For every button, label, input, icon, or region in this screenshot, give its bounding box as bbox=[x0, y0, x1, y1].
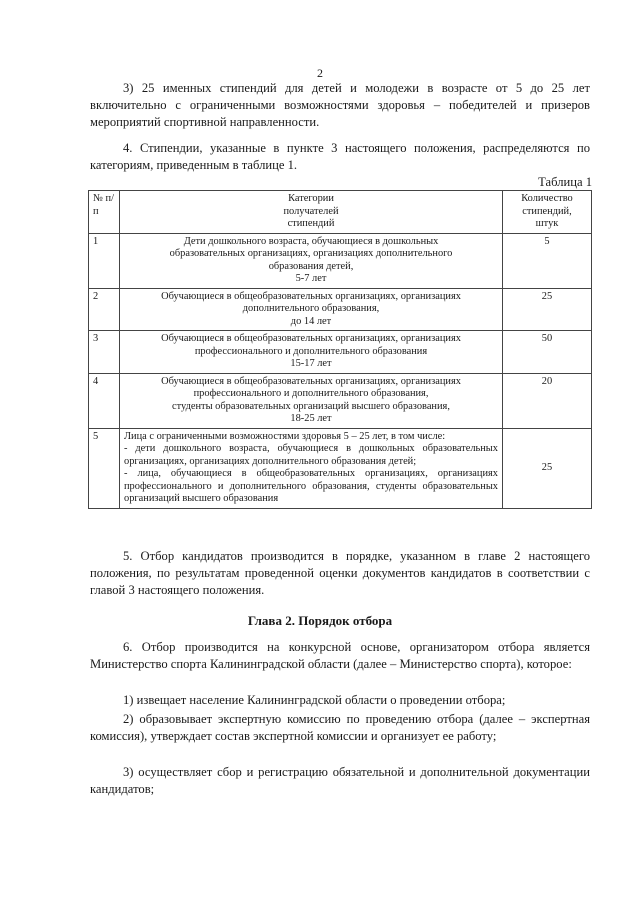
paragraph-3: 3) 25 именных стипендий для детей и молодежи в возрасте от 5 до 25 лет включительно с ограниченными возможностями здоровья – победителей и призеров мероприятий спортивной направленности. bbox=[90, 81, 590, 129]
table-row: 1 Дети дошкольного возраста, обучающиеся в дошкольных образовательных организациях, организациях дополнительного образования детей, 5-7 лет 5 bbox=[89, 233, 592, 288]
item-2: 2) образовывает экспертную комиссию по проведению отбора (далее – экспертная комиссия), утверждает состав экспертной комиссии и организует ее работу; bbox=[90, 712, 590, 743]
table-row: 4 Обучающиеся в общеобразовательных организациях, организациях профессионального и дополнительного образования, студенты образовательных организаций высшего образования, 18-25 лет 20 bbox=[89, 373, 592, 428]
stipend-table bbox=[88, 190, 592, 509]
paragraph-4: 4. Стипендии, указанные в пункте 3 настоящего положения, распределяются по категориям, приведенным в таблице 1. bbox=[90, 141, 590, 172]
table-row: 2 Обучающиеся в общеобразовательных организациях, организациях дополнительного образования, до 14 лет 25 bbox=[89, 288, 592, 331]
item-1: 1) извещает население Калининградской области о проведении отбора; bbox=[123, 693, 506, 707]
header-num: № п/п bbox=[89, 191, 120, 234]
table-caption: Таблица 1 bbox=[538, 175, 592, 189]
chapter-heading: Глава 2. Порядок отбора bbox=[247, 613, 393, 628]
table-row: 5 Лица с ограниченными возможностями здоровья 5 – 25 лет, в том числе: - дети дошкольного возраста, обучающиеся в дошкольных образовательных организациях, организациях дополнительного образования детей; - лица, обучающиеся в общеобразовательных организациях, организациях профессионального и дополнительного образования, студенты образовательных организаций высшего образования 25 bbox=[89, 428, 592, 508]
header-count: Количество стипендий, штук bbox=[503, 191, 592, 234]
page-number: 2 bbox=[317, 66, 323, 80]
item-3: 3) осуществляет сбор и регистрацию обязательной и дополнительной документации кандидатов; bbox=[90, 765, 590, 796]
table-row: 3 Обучающиеся в общеобразовательных организациях, организациях профессионального и дополнительного образования 15-17 лет 50 bbox=[89, 331, 592, 374]
paragraph-6: 6. Отбор производится на конкурсной основе, организатором отбора является Министерство спорта Калининградской области (далее – Министерство спорта), которое: bbox=[90, 640, 590, 671]
table-header-row bbox=[89, 191, 592, 234]
paragraph-5: 5. Отбор кандидатов производится в порядке, указанном в главе 2 настоящего положения, по результатам проведенной оценки документов кандидатов в соответствии с главой 3 настоящего положения. bbox=[90, 549, 590, 597]
header-category: Категории получателей стипендий bbox=[120, 191, 503, 234]
